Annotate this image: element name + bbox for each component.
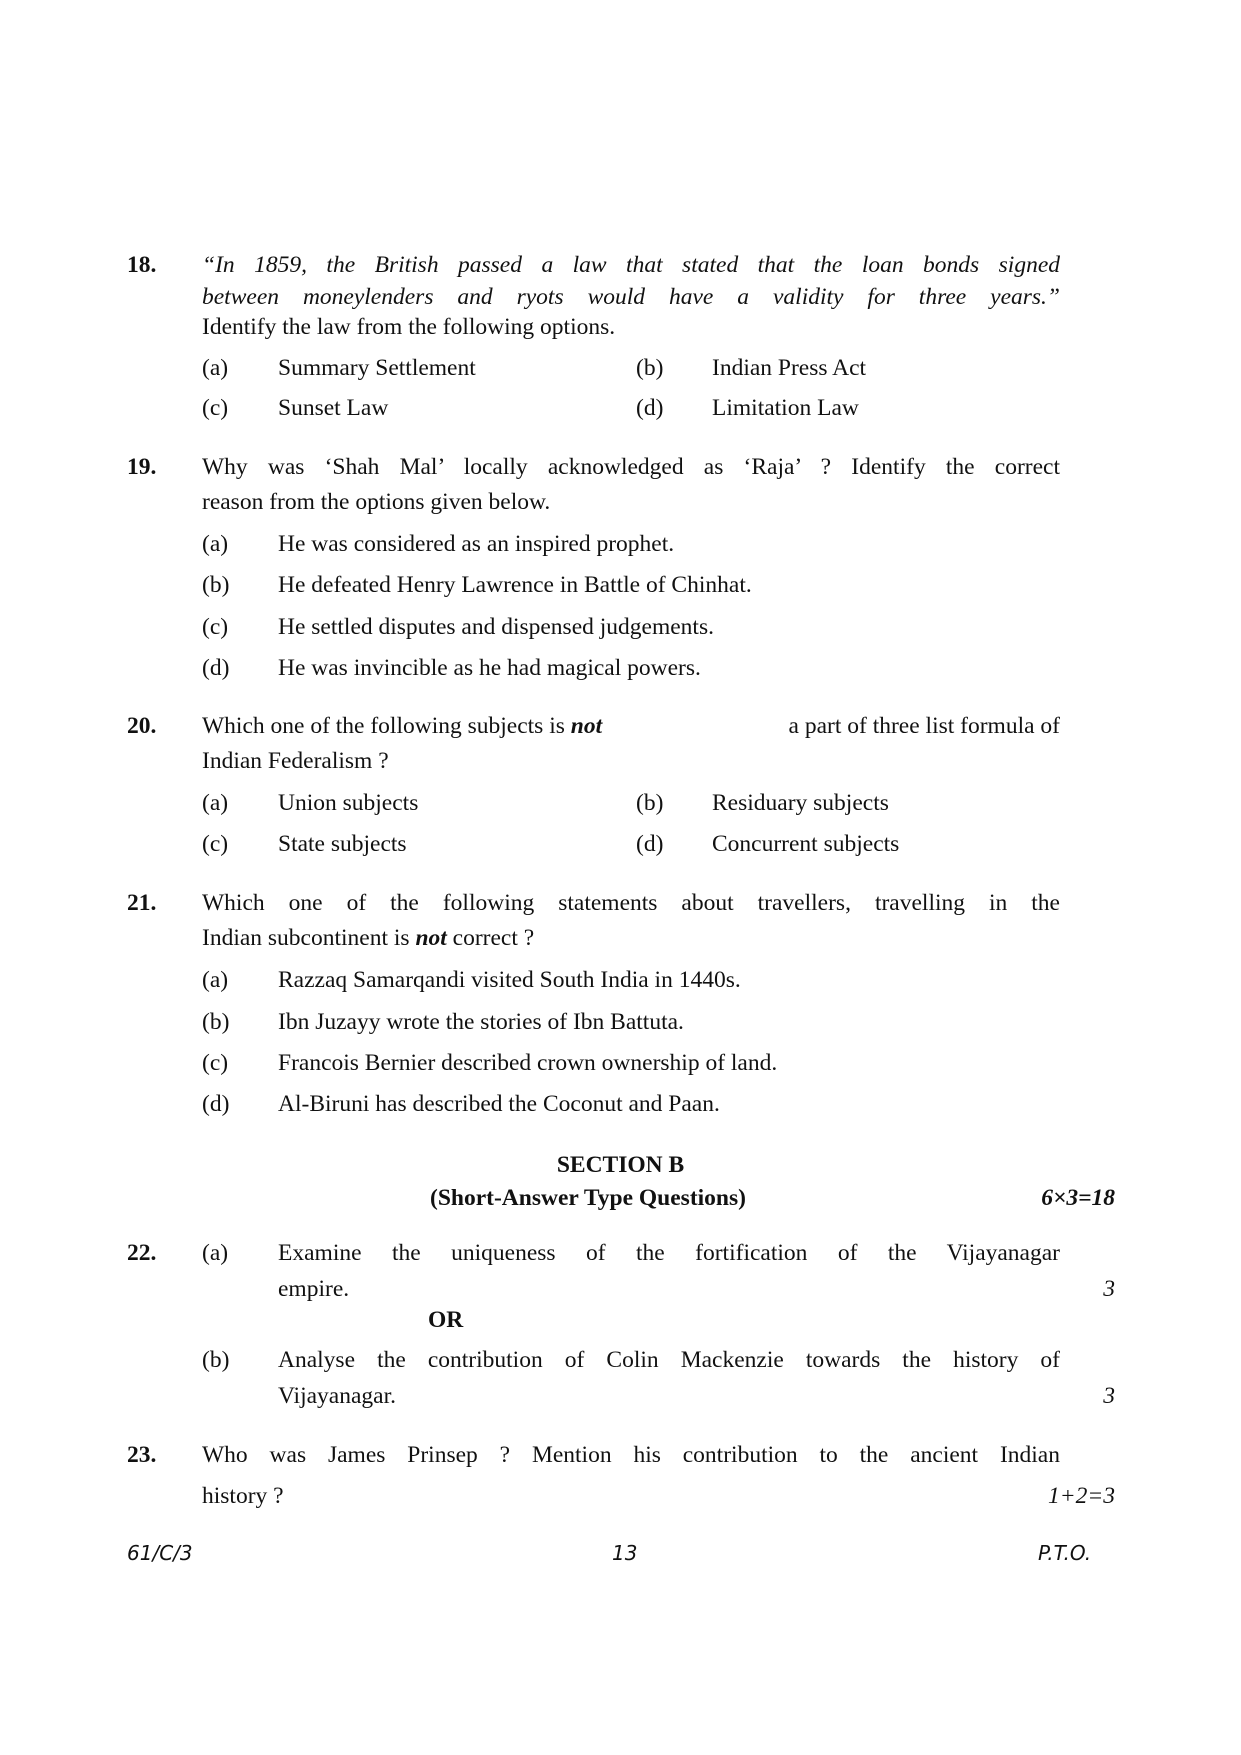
option-label: (a) — [202, 531, 229, 557]
option-text: State subjects — [278, 831, 407, 857]
question-number: 19. — [127, 454, 157, 480]
question-number: 18. — [127, 252, 157, 278]
question-text: Why was ‘Shah Mal’ locally acknowledged as ‘Raja’ ? Identify the correct — [202, 454, 1060, 480]
option-label: (a) — [202, 967, 229, 993]
marks: 3 — [1103, 1276, 1115, 1302]
question-text: Vijayanagar. — [278, 1383, 396, 1409]
question-text: reason from the options given below. — [202, 489, 551, 515]
question-text-start: Which one of the following subjects is — [202, 713, 571, 739]
option-label: (b) — [636, 790, 664, 816]
question-text-end: a part of three list formula of — [782, 713, 1060, 739]
question-number: 22. — [127, 1240, 157, 1266]
option-text: Francois Bernier described crown ownership of land. — [278, 1050, 778, 1076]
question-text: Indian Federalism ? — [202, 748, 389, 774]
option-label: (d) — [202, 655, 230, 681]
section-marks: 6×3=18 — [1041, 1185, 1115, 1211]
question-text — [202, 712, 1060, 740]
option-label: (b) — [202, 572, 230, 598]
question-text: empire. — [278, 1276, 350, 1302]
option-text: Concurrent subjects — [712, 831, 900, 857]
question-text: Analyse the contribution of Colin Mackenzie towards the history of — [278, 1347, 1060, 1373]
option-text: He settled disputes and dispensed judgements. — [278, 614, 714, 640]
option-text: Indian Press Act — [712, 355, 867, 381]
option-text: Residuary subjects — [712, 790, 889, 816]
question-number: 20. — [127, 713, 157, 739]
pto-note: P.T.O. — [1038, 1541, 1092, 1565]
option-label: (b) — [202, 1347, 230, 1373]
option-label: (d) — [202, 1091, 230, 1117]
option-label: (b) — [202, 1009, 230, 1035]
marks: 3 — [1103, 1383, 1115, 1409]
option-label: (c) — [202, 1050, 229, 1076]
option-label: (d) — [636, 395, 664, 421]
option-text: He was considered as an inspired prophet. — [278, 531, 675, 557]
option-text: Razzaq Samarqandi visited South India in 1440s. — [278, 967, 741, 993]
question-text: “In 1859, the British passed a law that stated that the loan bonds signed — [202, 252, 1060, 278]
option-text: Union subjects — [278, 790, 419, 816]
question-text-start: Indian subcontinent is — [202, 925, 416, 951]
question-text — [202, 924, 534, 952]
option-label: (b) — [636, 355, 664, 381]
option-label: (d) — [636, 831, 664, 857]
question-text: between moneylenders and ryots would have a validity for three years.” — [202, 284, 1060, 310]
option-label: (a) — [202, 1240, 229, 1266]
question-text: Examine the uniqueness of the fortification of the Vijayanagar — [278, 1240, 1060, 1266]
option-text: Sunset Law — [278, 395, 389, 421]
option-label: (c) — [202, 395, 229, 421]
option-label: (a) — [202, 355, 229, 381]
option-text: He was invincible as he had magical powers. — [278, 655, 701, 681]
section-subtitle: (Short-Answer Type Questions) — [430, 1185, 746, 1211]
marks: 1+2=3 — [1048, 1483, 1115, 1509]
question-number: 23. — [127, 1442, 157, 1468]
section-title: SECTION B — [556, 1152, 685, 1178]
question-text: Which one of the following statements about travellers, travelling in the — [202, 890, 1060, 916]
option-label: (c) — [202, 831, 229, 857]
option-label: (c) — [202, 614, 229, 640]
option-text: Summary Settlement — [278, 355, 476, 381]
option-text: Ibn Juzayy wrote the stories of Ibn Battuta. — [278, 1009, 684, 1035]
option-label: (a) — [202, 790, 229, 816]
option-text: Limitation Law — [712, 395, 859, 421]
emphasis: not — [570, 713, 603, 739]
question-text: history ? — [202, 1483, 284, 1509]
paper-code: 61/C/3 — [127, 1541, 193, 1565]
option-text: He defeated Henry Lawrence in Battle of Chinhat. — [278, 572, 752, 598]
or-separator: OR — [428, 1307, 464, 1333]
option-text: Al-Biruni has described the Coconut and Paan. — [278, 1091, 720, 1117]
question-text: Identify the law from the following options. — [202, 314, 616, 340]
emphasis: not — [415, 925, 447, 951]
question-number: 21. — [127, 890, 157, 916]
question-text: Who was James Prinsep ? Mention his contribution to the ancient Indian — [202, 1442, 1060, 1468]
page-number: 13 — [612, 1541, 638, 1565]
question-text-end: correct ? — [446, 925, 535, 951]
